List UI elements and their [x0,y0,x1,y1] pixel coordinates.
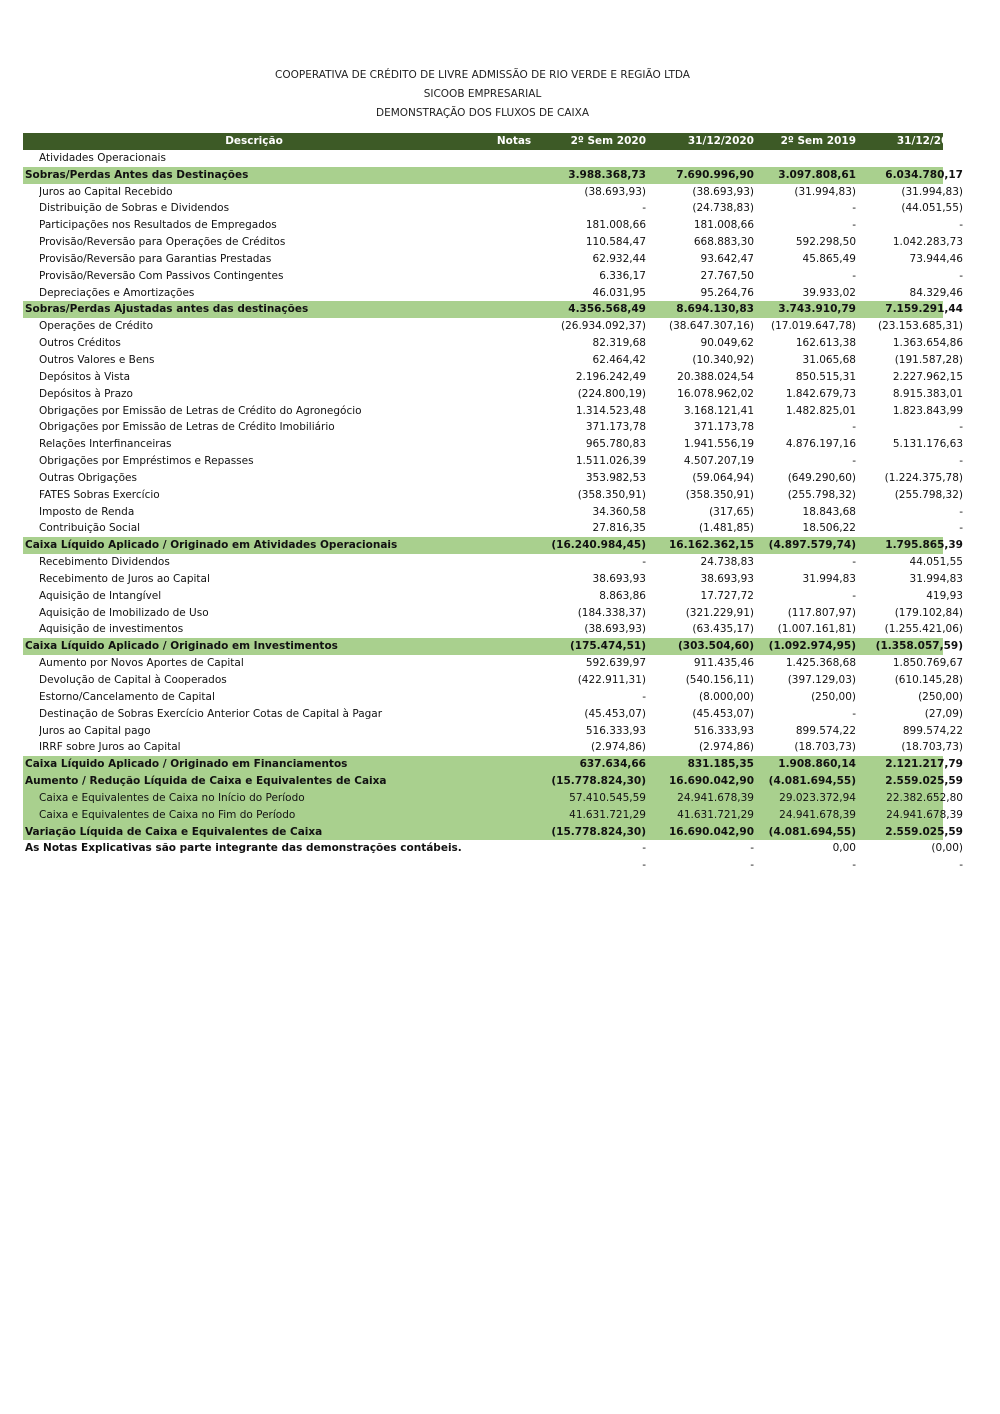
subtotal-row [23,301,963,318]
row-description: Caixa e Equivalentes de Caixa no Início do Período [39,791,305,804]
row-value: (1.481,85) [699,522,754,535]
row-value: 592.298,50 [795,236,856,249]
table-row [23,790,963,807]
row-value: 353.982,53 [585,471,646,484]
row-value: 2.559.025,59 [885,775,963,788]
row-value: (44.051,55) [901,202,963,215]
row-value: - [959,421,963,434]
row-value: (179.102,84) [894,606,963,619]
row-description: Outros Créditos [39,337,121,350]
row-description: Depreciações e Amortizações [39,286,195,299]
row-description: Aumento por Novos Aportes de Capital [39,657,244,670]
row-description: Destinação de Sobras Exercício Anterior Cotas de Capital à Pagar [39,707,383,720]
row-value: 1.823.843,99 [892,404,963,417]
row-value: 62.932,44 [592,252,646,265]
row-value: 31.065,68 [802,353,856,366]
row-description: Imposto de Renda [39,505,135,518]
row-value: 62.464,42 [592,353,646,366]
row-value: 18.506,22 [802,522,856,535]
row-value: (184.338,37) [577,606,646,619]
row-value: 2.559.025,59 [885,825,963,838]
table-row [23,672,963,689]
row-value: (250,00) [918,690,963,703]
row-value: 1.425.368,68 [785,657,856,670]
row-value: 5.131.176,63 [892,438,963,451]
row-value: 1.482.825,01 [785,404,856,417]
row-value: 73.944,46 [909,252,963,265]
row-value: 899.574,22 [795,724,856,737]
row-value: (10.340,92) [692,353,754,366]
row-value: 1.908.860,14 [778,758,856,771]
row-value: (422.911,31) [577,674,646,686]
row-value: 516.333,93 [585,724,646,737]
row-value: 27.816,35 [592,522,646,535]
row-value: 90.049,62 [700,337,754,350]
row-value: 95.264,76 [700,286,754,299]
row-value: 2.121.217,79 [885,758,963,771]
row-value: 371.173,78 [693,421,754,434]
row-value: 31.994,83 [802,572,856,585]
row-value: (2.974,86) [591,741,646,754]
row-description: Outras Obrigações [39,471,137,484]
table-header-row [23,133,963,150]
row-value: 24.738,83 [700,556,754,569]
table-row [23,251,963,268]
row-value: 3.988.368,73 [568,168,646,181]
row-value: (15.778.824,30) [551,775,646,788]
row-value: 1.042.283,73 [892,236,963,249]
row-value: 4.876.197,16 [785,438,856,451]
row-description: Caixa e Equivalentes de Caixa no Fim do Período [39,808,296,821]
row-value: - [642,842,646,855]
table-row [23,739,963,756]
row-description: Outros Valores e Bens [39,353,155,366]
row-value: 34.360,58 [592,505,646,518]
row-value: (1.092.974,95) [768,640,856,653]
row-value: 1.795.865,39 [885,539,963,552]
row-value: 17.727,72 [700,589,754,602]
table-row [23,217,963,234]
table-row [23,150,943,167]
row-value: 44.051,55 [909,556,963,569]
row-value: (250,00) [811,690,856,703]
row-value: (1.007.161,81) [777,623,856,636]
row-value: 2.196.242,49 [575,370,646,383]
row-value: 1.363.654,86 [892,337,963,350]
row-value: - [852,455,856,468]
row-value: 24.941.678,39 [677,791,754,804]
row-value: 1.511.026,39 [575,455,646,468]
row-value: 84.329,46 [909,286,963,299]
subtotal-row [23,537,963,554]
row-description: Caixa Líquido Aplicado / Originado em Financiamentos [25,758,348,771]
row-value: - [852,269,856,282]
row-value: (358.350,91) [685,488,754,501]
row-value: 27.767,50 [700,269,754,282]
table-row [23,335,963,352]
row-value: (16.240.984,45) [551,539,646,552]
row-value: 45.865,49 [802,252,856,265]
row-value: - [959,505,963,518]
row-description: Obrigações por Emissão de Letras de Crédito Imobiliário [39,421,335,434]
table-row [23,621,963,638]
row-description: Relações Interfinanceiras [39,438,172,451]
row-description: Distribuição de Sobras e Dividendos [39,202,230,215]
row-value: 1.314.523,48 [575,404,646,417]
column-header-31-12-2020: 31/12/2020 [687,135,754,147]
table-row [23,605,963,622]
row-value: (117.807,97) [787,606,856,619]
subtotal-row [23,167,963,184]
row-value: 2.227.962,15 [892,370,963,383]
row-value: 82.319,68 [592,337,646,350]
row-value: - [852,556,856,569]
row-value: - [642,690,646,703]
row-value: 4.507.207,19 [683,455,754,468]
row-value: 57.410.545,59 [569,791,646,804]
row-value: (1.358.057,59) [875,640,963,653]
row-description: Estorno/Cancelamento de Capital [39,690,215,703]
row-description: Provisão/Reversão para Operações de Créditos [39,236,286,249]
row-value: (317,65) [709,505,754,518]
row-description: Obrigações por Empréstimos e Repasses [39,455,254,468]
row-description: As Notas Explicativas são parte integrante das demonstrações contábeis. [25,842,462,855]
row-value: 31.994,83 [909,572,963,585]
row-value: (191.587,28) [894,353,963,366]
table-row [23,369,963,386]
row-value: 39.933,02 [802,286,856,299]
cash-flow-table [23,133,963,874]
row-value: 16.690.042,90 [668,825,754,838]
row-value: (303.504,60) [677,640,754,653]
row-value: - [750,842,754,855]
row-value: (649.290,60) [787,471,856,484]
row-value: 850.515,31 [795,370,856,383]
report-header [0,66,965,123]
row-description: Participações nos Resultados de Empregados [39,219,277,232]
row-description: FATES Sobras Exercício [39,488,160,501]
row-value: - [959,219,963,232]
table-row [23,470,963,487]
row-value: (27,09) [924,707,963,720]
row-value: (4.081.694,55) [768,775,856,788]
row-description: Caixa Líquido Aplicado / Originado em Atividades Operacionais [25,539,398,552]
row-value: - [642,556,646,569]
row-description: Sobras/Perdas Antes das Destinações [25,168,249,181]
table-row [23,352,963,369]
table-row [23,520,963,537]
row-description: IRRF sobre Juros ao Capital [39,741,181,754]
row-value: (4.081.694,55) [768,825,856,838]
row-description: Obrigações por Emissão de Letras de Crédito do Agronegócio [39,404,362,417]
row-description: Contribuição Social [39,522,141,535]
row-value: (45.453,07) [692,707,754,720]
row-value: 22.382.652,80 [886,791,963,804]
row-value: (397.129,03) [787,674,856,686]
row-description: Juros ao Capital pago [39,724,151,737]
row-value: (610.145,28) [894,674,963,686]
row-value: 38.693,93 [592,572,646,585]
row-value: 181.008,66 [693,219,754,232]
table-row [23,588,963,605]
row-value: 8.863,86 [599,589,646,602]
row-description: Depósitos à Prazo [39,387,133,400]
row-value: 637.634,66 [579,758,646,771]
row-value: 668.883,30 [693,236,754,249]
table-row [23,554,963,571]
table-row [23,487,963,504]
row-description: Aquisição de Imobilizado de Uso [39,606,209,619]
row-value: 16.690.042,90 [668,775,754,788]
column-header-2sem2019: 2º Sem 2019 [780,135,856,147]
row-description: Devolução de Capital à Cooperados [39,674,227,686]
table-row [23,689,963,706]
row-description: Aquisição de Intangível [39,589,162,602]
row-value: (17.019.647,78) [770,320,856,333]
row-value: 38.693,93 [700,572,754,585]
row-value: 3.168.121,41 [683,404,754,417]
row-value: 7.159.291,44 [885,303,963,316]
row-value: 6.336,17 [599,269,646,282]
table-row [23,840,963,857]
table-row [23,504,963,521]
table-row [23,403,963,420]
company-subtitle: SICOOB EMPRESARIAL [423,88,542,100]
subtotal-row [23,756,963,773]
row-description: Recebimento de Juros ao Capital [39,572,210,585]
row-description: Sobras/Perdas Ajustadas antes das destinações [25,303,309,316]
table-row [23,453,963,470]
row-description: Provisão/Reversão para Garantias Prestadas [39,252,272,265]
row-value: - [852,202,856,215]
row-value: 162.613,38 [795,337,856,350]
row-value: - [959,522,963,535]
table-row [23,234,963,251]
row-value: 3.743.910,79 [778,303,856,316]
table-row [23,436,963,453]
table-row [23,184,963,201]
row-value: 16.162.362,15 [668,539,754,552]
row-value: 24.941.678,39 [779,808,856,821]
row-value: 516.333,93 [693,724,754,737]
row-value: - [852,859,856,872]
row-value: - [852,421,856,434]
row-value: 20.388.024,54 [677,370,754,383]
table-row [23,386,963,403]
row-value: (175.474,51) [569,640,646,653]
row-value: (18.703,73) [794,741,856,754]
row-description: Recebimento Dividendos [39,556,170,569]
row-value: (45.453,07) [584,707,646,720]
row-value: - [959,859,963,872]
row-value: - [750,859,754,872]
row-value: 0,00 [832,842,856,855]
column-header-notas: Notas [496,135,532,147]
column-header-2sem2020: 2º Sem 2020 [570,135,646,147]
row-value: - [852,707,856,720]
row-value: (59.064,94) [692,471,754,484]
row-description: Operações de Crédito [39,320,154,333]
row-description: Juros ao Capital Recebido [39,185,173,198]
row-value: 831.185,35 [687,758,754,771]
row-value: (24.738,83) [692,202,754,215]
row-value: (255.798,32) [787,488,856,501]
row-value: 181.008,66 [585,219,646,232]
report-title: DEMONSTRAÇÃO DOS FLUXOS DE CAIXA [375,107,589,119]
row-value: (38.647.307,16) [668,320,754,333]
table-row [23,571,963,588]
row-value: 8.694.130,83 [676,303,754,316]
subtotal-row [23,773,963,790]
row-value: - [852,589,856,602]
table-row [23,857,963,874]
table-row [23,723,963,740]
row-value: (540.156,11) [685,674,754,686]
company-name: COOPERATIVA DE CRÉDITO DE LIVRE ADMISSÃO DE RIO VERDE E REGIÃO LTDA [275,69,690,81]
row-value: 18.843,68 [802,505,856,518]
row-description: Variação Líquida de Caixa e Equivalentes de Caixa [25,825,323,838]
row-description: Caixa Líquido Aplicado / Originado em Investimentos [25,640,338,653]
row-value: 899.574,22 [902,724,963,737]
row-value: 24.941.678,39 [886,808,963,821]
row-value: (26.934.092,37) [560,320,646,333]
row-value: (23.153.685,31) [877,320,963,333]
column-header-31-12-2019: 31/12/2019 [896,135,963,147]
row-value: - [852,219,856,232]
row-value: (2.974,86) [699,741,754,754]
row-value: 592.639,97 [585,657,646,670]
row-description: Aumento / Redução Líquida de Caixa e Equivalentes de Caixa [25,775,387,788]
row-value: (8.000,00) [699,690,754,703]
table-row [23,200,963,217]
row-value: 29.023.372,94 [779,791,856,804]
row-value: - [642,859,646,872]
row-value: - [959,269,963,282]
row-value: (31.994,83) [901,185,963,198]
row-value: 8.915.383,01 [892,387,963,400]
row-value: 911.435,46 [693,657,754,670]
row-value: (4.897.579,74) [768,539,856,552]
row-value: (15.778.824,30) [551,825,646,838]
row-description: Depósitos à Vista [39,370,131,383]
row-value: 110.584,47 [585,236,646,249]
column-header-descricao: Descrição [225,135,283,147]
row-description: Aquisição de investimentos [39,623,184,636]
table-row [23,285,963,302]
row-value: (0,00) [931,842,963,855]
row-value: 965.780,83 [585,438,646,451]
table-row [23,318,963,335]
row-value: (38.693,93) [692,185,754,198]
row-value: 3.097.808,61 [778,168,856,181]
row-value: 7.690.996,90 [676,168,754,181]
row-value: 419,93 [926,589,963,602]
row-description: Provisão/Reversão Com Passivos Contingentes [39,269,284,282]
row-value: 41.631.721,29 [569,808,646,821]
table-row [23,268,963,285]
row-value: 93.642,47 [700,252,754,265]
row-value: (321.229,91) [685,606,754,619]
row-value: (18.703,73) [901,741,963,754]
row-value: 4.356.568,49 [568,303,646,316]
row-value: - [959,455,963,468]
row-value: (1.224.375,78) [884,471,963,484]
row-value: (358.350,91) [577,488,646,501]
row-description: Atividades Operacionais [39,151,166,164]
row-value: (38.693,93) [584,623,646,636]
row-value: 1.941.556,19 [683,438,754,451]
row-value: (38.693,93) [584,185,646,198]
subtotal-row [23,824,963,841]
table-row [23,419,963,436]
row-value: 1.842.679,73 [785,387,856,400]
row-value: (1.255.421,06) [884,623,963,636]
row-value: 371.173,78 [585,421,646,434]
subtotal-row [23,638,963,655]
row-value: 46.031,95 [592,286,646,299]
row-value: (31.994,83) [794,185,856,198]
row-value: (63.435,17) [692,623,754,636]
row-value: (224.800,19) [577,387,646,400]
row-value: 41.631.721,29 [677,808,754,821]
row-value: 6.034.780,17 [885,168,963,181]
row-value: 16.078.962,02 [677,387,754,400]
row-value: 1.850.769,67 [892,657,963,670]
row-value: (255.798,32) [894,488,963,501]
row-value: - [642,202,646,215]
table-row [23,807,963,824]
table-row [23,706,963,723]
table-row [23,655,963,672]
